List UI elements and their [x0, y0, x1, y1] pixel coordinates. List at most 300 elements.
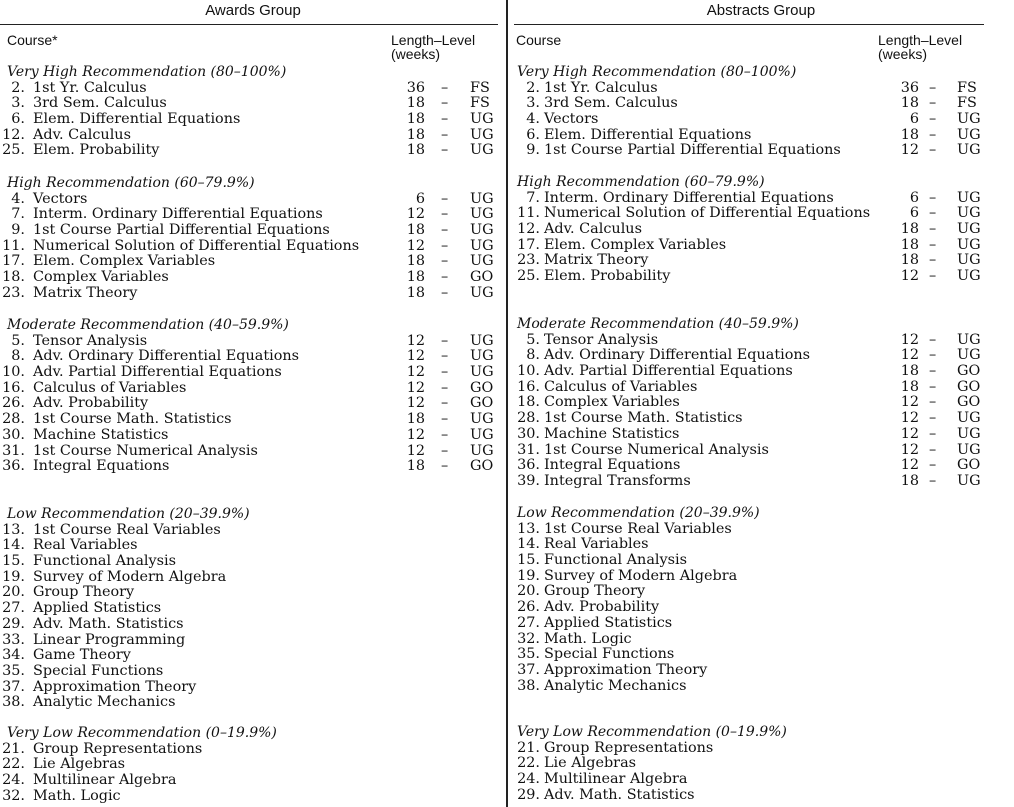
separator-dash: – [441, 111, 449, 128]
length-weeks: 12 [406, 364, 425, 381]
course-name: Vectors [544, 111, 599, 128]
category-heading: Moderate Recommendation (40–59.9%) [517, 316, 799, 332]
course-row [0, 239, 506, 255]
course-number: 25. [2, 142, 25, 159]
course-row [0, 538, 506, 554]
course-name: Adv. Math. Statistics [544, 786, 695, 803]
course-row [508, 112, 1014, 128]
course-row [0, 223, 506, 239]
course-level: GO [957, 363, 981, 380]
length-weeks: 18 [900, 126, 919, 143]
course-name: Integral Transforms [544, 472, 691, 489]
course-name: Adv. Calculus [544, 221, 642, 238]
course-name: Elem. Probability [544, 268, 671, 285]
course-row [0, 789, 506, 805]
course-number: 23. [2, 284, 25, 301]
separator-dash: – [441, 442, 449, 459]
course-number: 19. [2, 568, 25, 585]
course-row [508, 222, 1014, 238]
course-level: UG [957, 268, 981, 285]
course-row [508, 380, 1014, 396]
course-number: 35. [517, 646, 540, 663]
separator-dash: – [441, 95, 449, 112]
course-name: Special Functions [544, 646, 675, 663]
length-weeks: 12 [900, 347, 919, 364]
course-number: 6. [526, 126, 540, 143]
course-name: Complex Variables [33, 269, 169, 286]
course-number: 25. [517, 268, 540, 285]
length-weeks: 18 [406, 111, 425, 128]
course-row [0, 570, 506, 586]
separator-dash: – [441, 395, 449, 412]
weeks-label: (weeks) [878, 46, 928, 62]
course-name: Survey of Modern Algebra [544, 567, 738, 584]
course-row [508, 616, 1014, 632]
course-name: Matrix Theory [544, 252, 649, 269]
separator-dash: – [929, 79, 937, 96]
course-number: 4. [526, 111, 540, 128]
course-name: Vectors [33, 190, 88, 207]
course-number: 21. [2, 740, 25, 757]
weeks-label: (weeks) [391, 46, 441, 62]
length-weeks: 18 [406, 253, 425, 270]
length-weeks: 12 [900, 142, 919, 159]
length-weeks: 18 [406, 458, 425, 475]
length-weeks: 18 [406, 126, 425, 143]
course-level: UG [470, 284, 494, 301]
category-heading: High Recommendation (60–79.9%) [517, 174, 765, 190]
length-weeks: 18 [900, 472, 919, 489]
course-row [0, 554, 506, 570]
course-level: FS [957, 79, 977, 96]
course-number: 38. [517, 677, 540, 694]
course-number: 11. [517, 205, 540, 222]
length-weeks: 18 [900, 221, 919, 238]
course-level: FS [957, 95, 977, 112]
course-row [508, 679, 1014, 695]
course-name: Matrix Theory [33, 284, 138, 301]
separator-dash: – [929, 221, 937, 238]
course-name: Approximation Theory [33, 678, 197, 695]
course-number: 18. [2, 269, 25, 286]
length-level-header [878, 33, 962, 61]
separator-dash: – [441, 206, 449, 223]
course-name: Adv. Probability [33, 395, 149, 412]
course-number: 19. [517, 567, 540, 584]
course-name: 3rd Sem. Calculus [544, 95, 678, 112]
course-level: GO [957, 378, 981, 395]
course-row [508, 663, 1014, 679]
course-name: Survey of Modern Algebra [33, 568, 227, 585]
course-level: UG [470, 411, 494, 428]
course-level: GO [470, 379, 494, 396]
course-number: 28. [517, 410, 540, 427]
course-name: Adv. Partial Differential Equations [33, 364, 282, 381]
abstracts-group-column [508, 0, 1014, 807]
course-level: GO [470, 458, 494, 475]
group-title: Abstracts Group [706, 2, 816, 19]
separator-dash: – [929, 410, 937, 427]
course-row [0, 412, 506, 428]
course-number: 20. [517, 583, 540, 600]
course-name: Lie Algebras [33, 756, 126, 773]
course-number: 14. [517, 536, 540, 553]
separator-dash: – [929, 363, 937, 380]
course-level: UG [957, 189, 981, 206]
course-name: 1st Course Math. Statistics [544, 410, 743, 427]
course-row [508, 348, 1014, 364]
length-weeks: 18 [900, 236, 919, 253]
course-row [508, 427, 1014, 443]
course-row [0, 633, 506, 649]
course-number: 15. [517, 552, 540, 569]
course-level: FS [470, 95, 490, 112]
course-number: 18. [517, 394, 540, 411]
length-weeks: 12 [900, 410, 919, 427]
course-name: Special Functions [33, 662, 164, 679]
course-number: 13. [2, 521, 25, 538]
course-number: 35. [2, 662, 25, 679]
course-number: 30. [2, 426, 25, 443]
course-level: UG [470, 142, 494, 159]
course-name: 1st Yr. Calculus [544, 79, 658, 96]
course-row [508, 458, 1014, 474]
separator-dash: – [929, 457, 937, 474]
course-row [508, 128, 1014, 144]
separator-dash: – [441, 253, 449, 270]
course-level: UG [957, 472, 981, 489]
separator-dash: – [441, 426, 449, 443]
length-weeks: 36 [900, 79, 919, 96]
course-number: 29. [517, 786, 540, 803]
course-name: Interm. Ordinary Differential Equations [544, 189, 834, 206]
course-level: UG [957, 221, 981, 238]
course-name: Adv. Ordinary Differential Equations [544, 347, 811, 364]
course-number: 10. [2, 364, 25, 381]
length-weeks: 12 [406, 426, 425, 443]
course-row [0, 695, 506, 711]
separator-dash: – [929, 347, 937, 364]
separator-dash: – [929, 378, 937, 395]
course-level: UG [957, 126, 981, 143]
course-number: 7. [11, 206, 25, 223]
course-level: UG [470, 348, 494, 365]
course-row [508, 632, 1014, 648]
course-number: 3. [11, 95, 25, 112]
length-weeks: 18 [406, 142, 425, 159]
course-row [0, 459, 506, 475]
course-number: 39. [517, 472, 540, 489]
category-heading: Very High Recommendation (80–100%) [7, 64, 287, 80]
length-weeks: 18 [406, 269, 425, 286]
course-name: 1st Course Real Variables [33, 521, 221, 538]
separator-dash: – [929, 205, 937, 222]
separator-dash: – [441, 142, 449, 159]
course-number: 14. [2, 537, 25, 554]
section-moderate [508, 317, 1014, 490]
course-number: 7. [526, 189, 540, 206]
course-name: Interm. Ordinary Differential Equations [33, 206, 323, 223]
course-row [508, 553, 1014, 569]
course-level: UG [470, 253, 494, 270]
course-name: Tensor Analysis [33, 332, 148, 349]
course-level: FS [470, 79, 490, 96]
course-row [508, 772, 1014, 788]
course-level: UG [957, 205, 981, 222]
course-row [0, 648, 506, 664]
course-number: 20. [2, 584, 25, 601]
course-name: 1st Course Numerical Analysis [544, 441, 769, 458]
separator-dash: – [441, 126, 449, 143]
course-row [508, 238, 1014, 254]
course-row [508, 443, 1014, 459]
category-heading: Very Low Recommendation (0–19.9%) [7, 725, 277, 741]
course-row [0, 254, 506, 270]
course-name: Complex Variables [544, 394, 680, 411]
course-number: 9. [11, 222, 25, 239]
course-number: 2. [526, 79, 540, 96]
course-row [0, 81, 506, 97]
course-number: 12. [2, 126, 25, 143]
course-name: Linear Programming [33, 631, 186, 648]
length-weeks: 18 [406, 95, 425, 112]
course-name: 1st Course Real Variables [544, 520, 732, 537]
course-name: Group Theory [33, 584, 135, 601]
course-name: 1st Course Partial Differential Equations [33, 222, 330, 239]
course-number: 23. [517, 252, 540, 269]
course-number: 33. [2, 631, 25, 648]
course-number: 10. [517, 363, 540, 380]
course-name: Multilinear Algebra [544, 771, 688, 788]
separator-dash: – [929, 142, 937, 159]
course-number: 31. [517, 441, 540, 458]
separator-dash: – [929, 441, 937, 458]
course-number: 17. [2, 253, 25, 270]
course-name: Adv. Calculus [33, 126, 131, 143]
separator-dash: – [929, 95, 937, 112]
course-row [508, 81, 1014, 97]
course-number: 8. [526, 347, 540, 364]
course-name: Numerical Solution of Differential Equations [33, 237, 360, 254]
course-number: 37. [517, 661, 540, 678]
length-weeks: 18 [900, 252, 919, 269]
category-heading: Very High Recommendation (80–100%) [517, 64, 797, 80]
separator-dash: – [441, 458, 449, 475]
course-name: Group Representations [33, 740, 203, 757]
length-weeks: 12 [406, 206, 425, 223]
length-weeks: 12 [406, 348, 425, 365]
course-number: 8. [11, 348, 25, 365]
length-weeks: 12 [406, 395, 425, 412]
course-row [0, 428, 506, 444]
course-level: GO [957, 394, 981, 411]
course-row [508, 756, 1014, 772]
course-level: UG [957, 111, 981, 128]
course-name: Applied Statistics [33, 600, 162, 617]
separator-dash: – [441, 79, 449, 96]
course-number: 31. [2, 442, 25, 459]
separator-dash: – [929, 111, 937, 128]
course-row [508, 584, 1014, 600]
length-weeks: 18 [900, 378, 919, 395]
course-number: 4. [11, 190, 25, 207]
course-number: 26. [517, 599, 540, 616]
course-number: 36. [2, 458, 25, 475]
separator-dash: – [441, 332, 449, 349]
course-number: 17. [517, 236, 540, 253]
course-row [0, 207, 506, 223]
course-level: UG [470, 111, 494, 128]
course-name: Group Representations [544, 739, 714, 756]
course-row [508, 600, 1014, 616]
course-number: 11. [2, 237, 25, 254]
course-row [508, 474, 1014, 490]
course-number: 22. [2, 756, 25, 773]
length-weeks: 12 [900, 331, 919, 348]
course-name: Elem. Complex Variables [33, 253, 216, 270]
course-row [508, 647, 1014, 663]
separator-dash: – [441, 222, 449, 239]
course-number: 2. [11, 79, 25, 96]
category-heading: Moderate Recommendation (40–59.9%) [7, 317, 289, 333]
category-heading: High Recommendation (60–79.9%) [7, 175, 255, 191]
course-number: 21. [517, 739, 540, 756]
course-row [508, 96, 1014, 112]
section-very-low [0, 726, 506, 804]
course-row [0, 192, 506, 208]
course-name: 3rd Sem. Calculus [33, 95, 167, 112]
course-name: Integral Equations [33, 458, 170, 475]
course-row [508, 333, 1014, 349]
course-level: UG [470, 222, 494, 239]
course-number: 37. [2, 678, 25, 695]
category-heading: Low Recommendation (20–39.9%) [517, 505, 760, 521]
course-name: Elem. Differential Equations [544, 126, 752, 143]
course-row [508, 537, 1014, 553]
course-name: Adv. Ordinary Differential Equations [33, 348, 300, 365]
section-very-low [508, 725, 1014, 803]
course-number: 30. [517, 425, 540, 442]
awards-group-column [0, 0, 506, 807]
length-weeks: 12 [406, 237, 425, 254]
course-level: UG [470, 364, 494, 381]
section-high [0, 176, 506, 302]
course-number: 3. [526, 95, 540, 112]
course-number: 38. [2, 694, 25, 711]
separator-dash: – [441, 411, 449, 428]
course-name: Game Theory [33, 647, 131, 664]
course-level: UG [470, 442, 494, 459]
course-row [0, 96, 506, 112]
course-number: 5. [526, 331, 540, 348]
course-name: 1st Course Math. Statistics [33, 411, 232, 428]
course-name: Functional Analysis [544, 552, 687, 569]
course-level: UG [470, 332, 494, 349]
course-name: Machine Statistics [33, 426, 169, 443]
course-row [508, 411, 1014, 427]
length-weeks: 18 [406, 411, 425, 428]
course-row [0, 680, 506, 696]
group-title: Awards Group [205, 2, 301, 19]
course-row [508, 788, 1014, 804]
course-row [0, 112, 506, 128]
course-name: Elem. Probability [33, 142, 160, 159]
course-row [508, 569, 1014, 585]
course-number: 24. [2, 772, 25, 789]
course-name: Group Theory [544, 583, 646, 600]
length-weeks: 12 [900, 457, 919, 474]
course-name: Calculus of Variables [33, 379, 187, 396]
course-name: Machine Statistics [544, 425, 680, 442]
course-name: Multilinear Algebra [33, 772, 177, 789]
separator-dash: – [441, 379, 449, 396]
course-name: Real Variables [33, 537, 138, 554]
course-name: Elem. Complex Variables [544, 236, 727, 253]
course-name: Real Variables [544, 536, 649, 553]
course-row [0, 143, 506, 159]
category-heading: Low Recommendation (20–39.9%) [7, 506, 250, 522]
course-level: UG [957, 410, 981, 427]
length-weeks: 18 [900, 95, 919, 112]
course-name: 1st Course Numerical Analysis [33, 442, 258, 459]
separator-dash: – [929, 189, 937, 206]
course-row [0, 444, 506, 460]
course-row [508, 522, 1014, 538]
course-number: 34. [2, 647, 25, 664]
course-row [508, 364, 1014, 380]
separator-dash: – [441, 364, 449, 381]
length-weeks: 18 [900, 363, 919, 380]
course-row [0, 381, 506, 397]
course-level: UG [957, 425, 981, 442]
course-number: 27. [517, 614, 540, 631]
separator-dash: – [929, 472, 937, 489]
course-level: UG [470, 190, 494, 207]
course-level: GO [470, 269, 494, 286]
separator-dash: – [929, 252, 937, 269]
length-weeks: 6 [415, 190, 425, 207]
course-level: UG [470, 237, 494, 254]
separator-dash: – [929, 236, 937, 253]
length-weeks: 18 [406, 284, 425, 301]
course-row [0, 585, 506, 601]
course-name: Analytic Mechanics [33, 694, 176, 711]
length-weeks: 12 [900, 268, 919, 285]
separator-dash: – [441, 348, 449, 365]
course-name: Integral Equations [544, 457, 681, 474]
course-name: Math. Logic [33, 787, 121, 804]
length-weeks: 18 [406, 222, 425, 239]
course-row [508, 741, 1014, 757]
course-row [0, 742, 506, 758]
section-very-high [0, 65, 506, 159]
course-number: 27. [2, 600, 25, 617]
course-row [0, 365, 506, 381]
separator-dash: – [929, 331, 937, 348]
course-number: 26. [2, 395, 25, 412]
course-number: 36. [517, 457, 540, 474]
length-level-label: Length–Level [391, 32, 476, 48]
separator-dash: – [929, 425, 937, 442]
course-row [0, 349, 506, 365]
course-number: 32. [517, 630, 540, 647]
course-level: UG [957, 252, 981, 269]
course-row [508, 191, 1014, 207]
length-weeks: 12 [900, 441, 919, 458]
separator-dash: – [929, 394, 937, 411]
course-header: Course [516, 32, 562, 48]
course-level: UG [470, 206, 494, 223]
